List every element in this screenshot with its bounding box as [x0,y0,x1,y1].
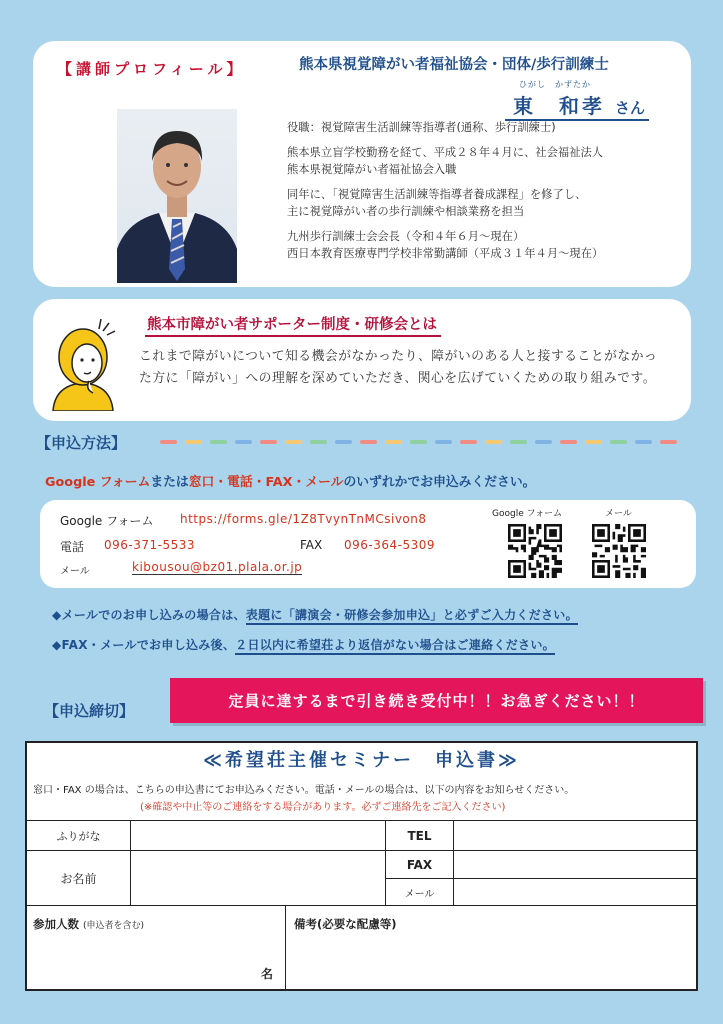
name-field[interactable] [130,850,386,906]
supporter-card [33,299,691,421]
remarks-field[interactable] [285,905,698,991]
mail-field[interactable] [453,878,698,906]
application-form [25,741,698,991]
form-instructions: 窓口・FAX の場合は、こちらの申込書にてお申込みください。電話・メールの場合は、以下の内容をお知らせください。 [33,785,575,796]
profile-line-text: 九州歩行訓練士会会長（令和４年６月～現在） [287,230,525,243]
profile-name-text: 東 和孝 [513,94,606,118]
qr-code-icon[interactable] [508,524,562,578]
name-label: お名前 [26,850,131,906]
profile-line-text: 同年に、「視覚障害生活訓練等指導者養成課程」を修了し、 [287,188,587,201]
tel-field-label: TEL [385,820,454,851]
profile-name-block [505,79,649,119]
profile-line [287,186,603,220]
tel-field[interactable] [453,820,698,851]
note-highlight: ２日以内に希望荘より返信がない場合はご連絡ください。 [235,638,555,655]
mail-address[interactable]: kibousou@bz01.plala.or.jp [132,560,303,574]
contact-card [40,500,696,588]
tel-label: 電話 [60,540,85,554]
note-mail [52,606,578,623]
note-highlight: 表題に「講演会・研修会参加申込」と必ずご入力ください。 [246,608,578,625]
profile-details [287,119,603,270]
decorative-dashes [160,440,677,444]
supporter-title: 熊本市障がい者サポーター制度・研修会とは [145,313,441,337]
qr-mail-caption: メール [605,509,632,519]
person-photo [117,109,237,283]
thinking-person-icon [45,315,121,411]
google-form-label: Google フォーム [60,514,154,528]
profile-line [287,144,603,178]
profile-heading: 【講師プロフィール】 [57,60,246,78]
apply-intro-text: のいずれかでお申込みください。 [343,475,536,490]
furigana-field[interactable] [130,820,386,851]
participants-field[interactable] [26,905,286,991]
participants-note: (申込者を含む) [83,921,145,931]
apply-intro-google: Google フォーム [45,475,151,490]
profile-line-text: 西日本教育医療専門学校非常勤講師（平成３１年４月～現在） [287,247,604,260]
participants-label: 参加人数 [33,917,79,931]
participants-unit: 名 [260,967,273,981]
furigana-label: ふりがな [26,820,131,851]
note-text: ◆メールでのお申し込みの場合は、 [52,608,246,622]
deadline-section-label: 【申込締切】 [44,702,135,720]
profile-line [287,228,603,262]
qr-code-icon[interactable] [592,524,646,578]
profile-line-text: 熊本県視覚障がい者福祉協会入職 [287,163,457,176]
note-reply [52,636,555,653]
fax-field[interactable] [453,850,698,879]
apply-intro [45,471,535,490]
profile-line-text: 熊本県立盲学校勤務を経て、平成２８年４月に、社会福祉法人 [287,146,604,159]
qr-google-caption: Google フォーム [492,509,563,519]
apply-section-label: 【申込方法】 [36,434,127,452]
apply-intro-channels: 窓口・電話・FAX・メール [188,475,344,490]
fax-field-label: FAX [385,850,454,879]
remarks-label: 備考(必要な配慮等) [294,917,397,931]
apply-intro-text: または [150,475,189,490]
mail-label: メール [60,566,90,577]
mail-field-label: メール [385,878,454,906]
google-form-link[interactable]: https://forms.gle/1Z8TvynTnMCsivon8 [180,512,427,526]
profile-line: 役職：視覚障害生活訓練等指導者(通称、歩行訓練士) [287,121,556,134]
deadline-banner: 定員に達するまで引き続き受付中！！お急ぎください！！ [170,678,703,723]
profile-organization: 熊本県視覚障がい者福祉協会・団体/歩行訓練士 [299,57,609,73]
form-notice: (※確認や中止等のご連絡をする場合があります。必ずご連絡先をご記入ください) [140,802,506,813]
profile-line-text: 主に視覚障がい者の歩行訓練や相談業務を担当 [287,205,525,218]
supporter-text: これまで障がいについて知る機会がなかったり、障がいのある人と接することがなかった方に「障がい」への理解を深めていただき、関心を広げていくための取り組みです。 [139,349,658,386]
note-text: ◆FAX・メールでお申し込み後、 [52,638,236,652]
profile-name [505,94,649,121]
fax-label: FAX [300,538,323,552]
profile-name-ruby: ひがし かずたか [519,80,591,89]
profile-name-suffix: さん [614,99,645,117]
fax-number: 096-364-5309 [344,538,436,552]
tel-number[interactable]: 096-371-5533 [104,538,196,552]
profile-card [33,41,691,287]
form-title: ≪希望荘主催セミナー 申込書≫ [203,750,520,771]
